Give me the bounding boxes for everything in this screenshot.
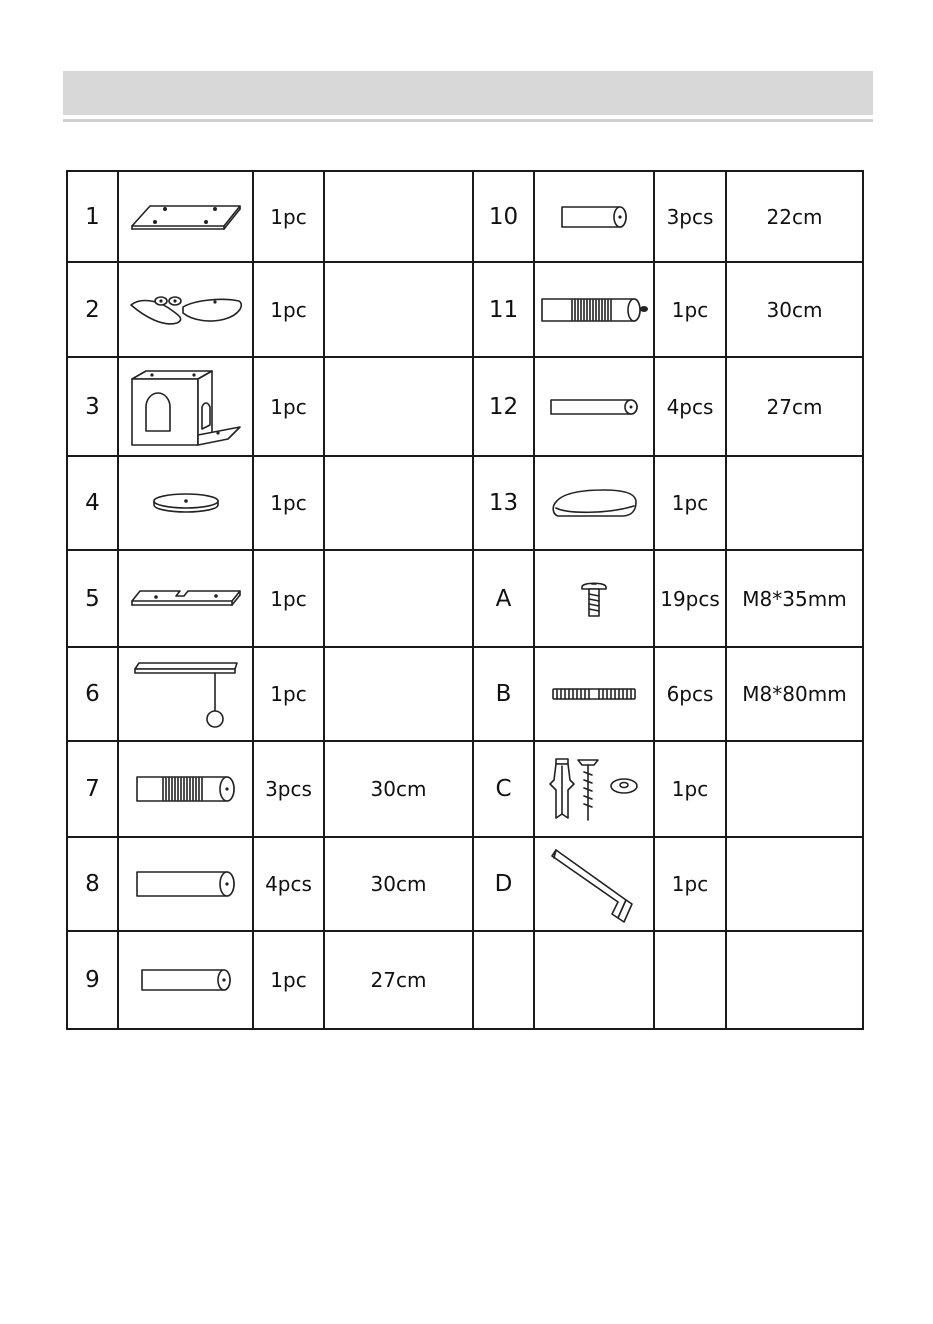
part-size: 30cm [324,741,473,837]
part-picture [534,550,654,647]
board-with-hanging-ball-icon [131,659,241,729]
part-quantity: 3pcs [253,741,324,837]
part-picture [534,741,654,837]
part-quantity: 3pcs [654,171,726,262]
parts-table [66,170,864,1030]
part-size [324,647,473,741]
table-row [67,647,863,741]
part-quantity: 1pc [654,741,726,837]
anchor-screw-washer-icon [548,756,640,822]
table-row [67,931,863,1029]
cat-condo-box-icon [128,367,244,447]
part-quantity: 1pc [253,456,324,550]
part-number: 6 [67,647,118,741]
sisal-post-icon [133,775,239,803]
part-size: 27cm [726,357,863,456]
part-quantity: 1pc [654,456,726,550]
part-picture [534,171,654,262]
part-quantity: 1pc [253,171,324,262]
part-number: B [473,647,534,741]
part-picture [118,647,253,741]
part-quantity: 1pc [253,357,324,456]
part-picture [118,357,253,456]
part-number: 12 [473,357,534,456]
part-picture [534,357,654,456]
part-size: M8*80mm [726,647,863,741]
part-quantity: 4pcs [654,357,726,456]
part-size [726,931,863,1029]
part-number: 13 [473,456,534,550]
part-quantity: 1pc [253,262,324,357]
part-size [324,550,473,647]
header-bar [63,71,873,115]
short-post-icon [558,204,630,230]
part-number: 9 [67,931,118,1029]
part-picture [118,931,253,1029]
part-number: A [473,550,534,647]
part-size [324,262,473,357]
part-picture [534,456,654,550]
part-number: 7 [67,741,118,837]
part-quantity [654,931,726,1029]
part-quantity: 4pcs [253,837,324,931]
sisal-post-with-bolt-icon [538,297,650,323]
part-size [324,357,473,456]
cushion-icon [548,486,640,520]
part-size [726,837,863,931]
threaded-rod-icon [550,686,638,702]
part-quantity: 6pcs [654,647,726,741]
part-quantity: 1pc [253,931,324,1029]
part-picture [118,262,253,357]
part-number: 10 [473,171,534,262]
part-picture [534,262,654,357]
part-size: 22cm [726,171,863,262]
part-number: 3 [67,357,118,456]
table-row [67,262,863,357]
part-picture [118,171,253,262]
table-row [67,171,863,262]
table-row [67,550,863,647]
table-row [67,741,863,837]
part-number [473,931,534,1029]
part-number: 2 [67,262,118,357]
part-picture [118,741,253,837]
part-size [324,171,473,262]
part-number: 1 [67,171,118,262]
rectangular-board-icon [128,202,244,232]
notched-board-icon [128,587,244,611]
part-picture [534,931,654,1029]
part-quantity: 1pc [654,262,726,357]
part-number: 8 [67,837,118,931]
part-picture [118,456,253,550]
part-number: 5 [67,550,118,647]
short-post-icon [138,967,234,993]
part-size: M8*35mm [726,550,863,647]
part-picture [118,550,253,647]
thin-post-icon [547,397,641,417]
part-quantity: 1pc [654,837,726,931]
part-size: 30cm [324,837,473,931]
curved-perch-board-icon [127,293,245,327]
part-number: D [473,837,534,931]
part-number: 4 [67,456,118,550]
part-number: 11 [473,262,534,357]
bolt-icon [579,579,609,619]
part-number: C [473,741,534,837]
round-platform-icon [151,492,221,514]
table-row [67,837,863,931]
table-row [67,456,863,550]
header-rule [63,119,873,122]
part-quantity: 1pc [253,647,324,741]
part-picture [534,837,654,931]
plain-post-icon [133,870,239,898]
part-size [726,456,863,550]
table-row [67,357,863,456]
part-size [726,741,863,837]
allen-key-icon [548,844,640,924]
part-picture [534,647,654,741]
part-quantity: 19pcs [654,550,726,647]
part-size [324,456,473,550]
part-size: 27cm [324,931,473,1029]
part-size: 30cm [726,262,863,357]
part-picture [118,837,253,931]
part-quantity: 1pc [253,550,324,647]
